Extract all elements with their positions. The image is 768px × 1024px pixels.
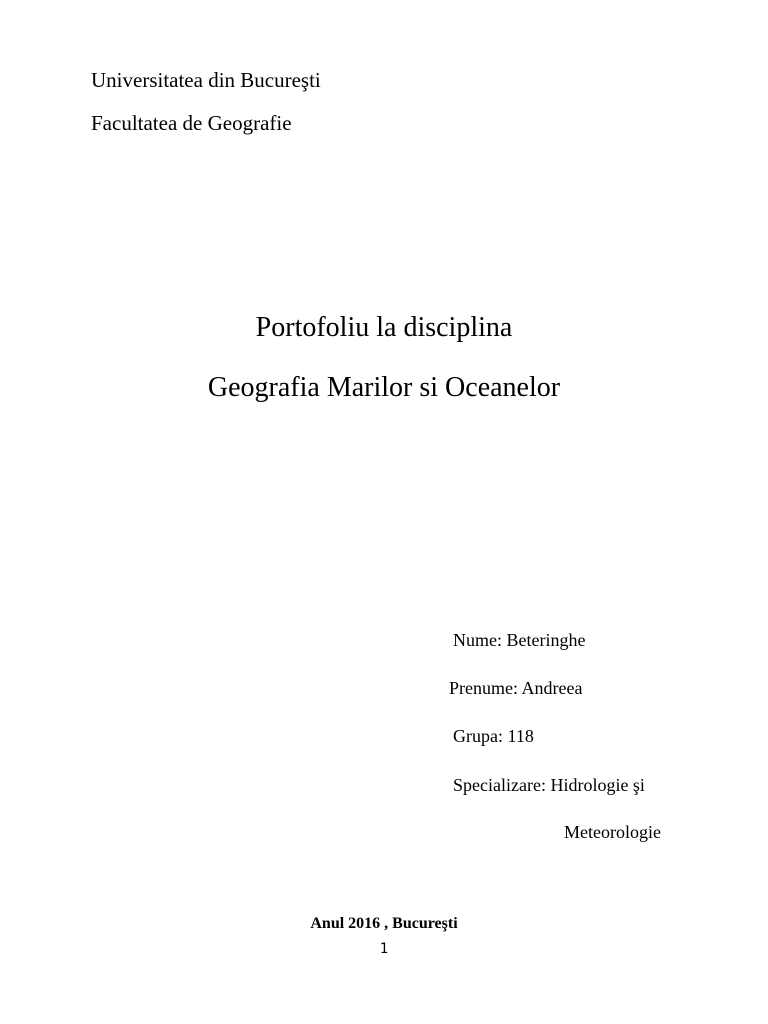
university-name: Universitatea din Bucureşti [91, 68, 321, 92]
title-line-2: Geografia Marilor si Oceanelor [207, 372, 561, 403]
student-group: Grupa: 118 [453, 726, 534, 746]
title-line-1: Portofoliu la disciplina [255, 312, 513, 343]
year-and-place: Anul 2016 , Bucureşti [310, 915, 458, 932]
student-last-name: Nume: Beteringhe [453, 630, 586, 650]
page-number: 1 [379, 941, 389, 957]
faculty-name: Facultatea de Geografie [91, 111, 292, 135]
student-specialization-continued: Meteorologie [564, 822, 661, 842]
student-first-name: Prenume: Andreea [449, 678, 583, 698]
student-specialization: Specializare: Hidrologie şi [453, 775, 645, 795]
